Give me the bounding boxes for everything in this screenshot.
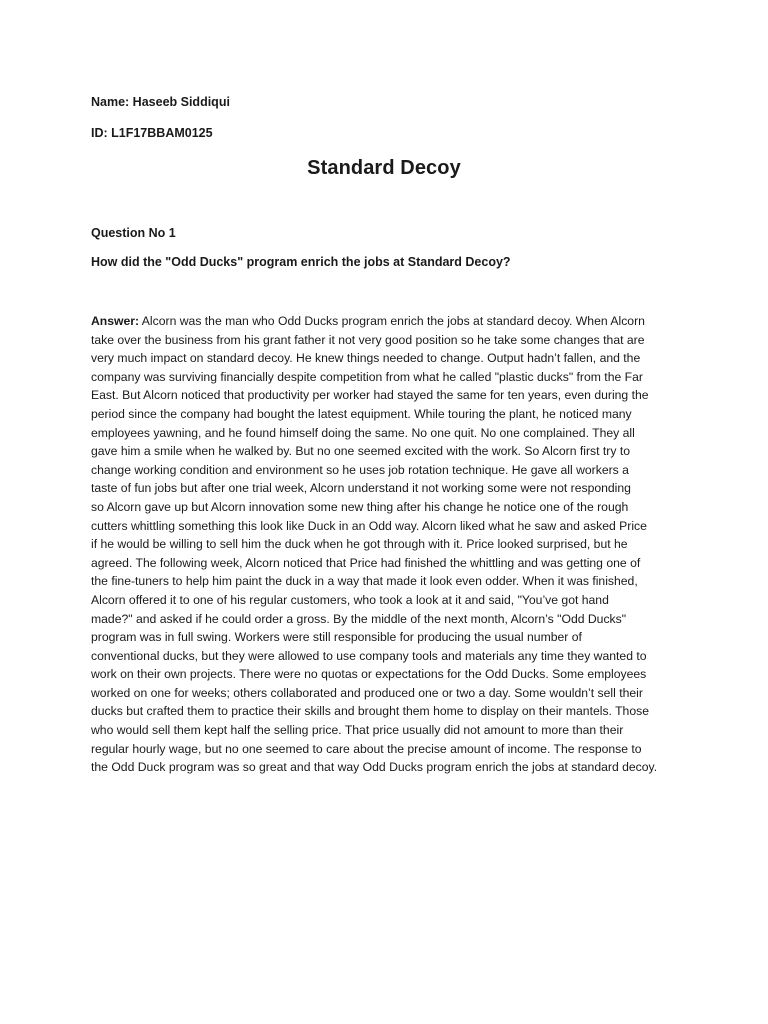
answer-line: conventional ducks, but they were allowed to use company tools and materials any time they wanted to: [91, 648, 647, 663]
answer-label: Answer:: [91, 314, 140, 328]
answer-line: worked on one for weeks; others collaborated and produced one or two a day. Some wouldn’t sell their: [91, 685, 643, 700]
answer-line: work on their own projects. There were no quotas or expectations for the Odd Ducks. Some employees: [91, 667, 647, 682]
answer-line: East. But Alcorn noticed that productivity per worker had stayed the same for ten years, even during the: [91, 388, 649, 403]
answer-line: program was in full swing. Workers were still responsible for producing the usual number of: [91, 630, 582, 645]
question-text: How did the "Odd Ducks" program enrich the jobs at Standard Decoy?: [91, 255, 511, 269]
answer-line: the Odd Duck program was so great and that way Odd Ducks program enrich the jobs at standard decoy.: [91, 760, 658, 775]
answer-line-text: Alcorn was the man who Odd Ducks program enrich the jobs at standard decoy. When Alcorn: [139, 314, 645, 328]
answer-body: [91, 312, 679, 777]
answer-line: [91, 312, 679, 331]
question-label: Question No 1: [91, 226, 176, 240]
answer-line: take over the business from his grant father it not very good position so he take some changes that are: [91, 332, 645, 347]
answer-line: cutters whittling something this look like Duck in an Odd way. Alcorn liked what he saw and asked Price: [91, 518, 647, 533]
answer-line: gave him a smile when he walked by. But no one seemed excited with the work. So Alcorn first try to: [91, 444, 630, 459]
answer-line: very much impact on standard decoy. He knew things needed to change. Output hadn’t fallen, and the: [91, 351, 641, 366]
answer-line: taste of fun jobs but after one trial week, Alcorn understand it not working some were not responding: [91, 481, 631, 496]
answer-line: so Alcorn gave up but Alcorn innovation some new thing after his change he notice one of the rough: [91, 499, 629, 514]
answer-line: period since the company had bought the latest equipment. While touring the plant, he noticed many: [91, 406, 632, 421]
answer-line: regular hourly wage, but no one seemed to care about the precise amount of income. The response to: [91, 741, 642, 756]
answer-line: who would sell them kept half the selling price. That price usually did not amount to more than their: [91, 723, 624, 738]
answer-line: if he would be willing to sell him the duck when he got through with it. Price looked surprised, but he: [91, 537, 628, 552]
answer-line: company was surviving financially despite competition from what he called "plastic ducks" from the Far: [91, 369, 643, 384]
document-title: Standard Decoy: [307, 157, 461, 179]
student-id: ID: L1F17BBAM0125: [91, 126, 213, 140]
answer-line: change working condition and environment so he uses job rotation technique. He gave all workers a: [91, 462, 629, 477]
answer-line: ducks but crafted them to practice their skills and brought them home to display on their mantels. Those: [91, 704, 649, 719]
answer-line: employees yawning, and he found himself doing the same. No one quit. No one complained. They all: [91, 425, 635, 440]
student-name: Name: Haseeb Siddiqui: [91, 95, 230, 109]
answer-line: Alcorn offered it to one of his regular customers, who took a look at it and said, "You’ve got hand: [91, 592, 609, 607]
answer-line: agreed. The following week, Alcorn noticed that Price had finished the whittling and was getting one of: [91, 555, 641, 570]
answer-line: made?" and asked if he could order a gross. By the middle of the next month, Alcorn’s "Odd Ducks": [91, 611, 627, 626]
answer-line: the fine-tuners to help him paint the duck in a way that made it look even odder. When it was finished,: [91, 574, 638, 589]
